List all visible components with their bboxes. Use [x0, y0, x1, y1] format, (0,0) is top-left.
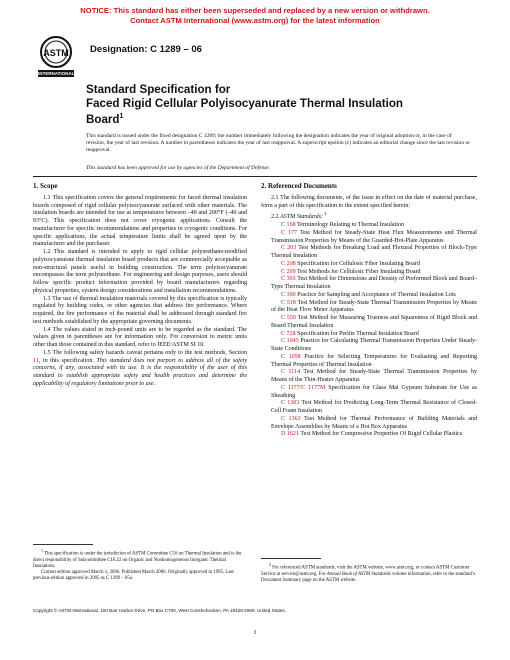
- reference-code-link[interactable]: C 1177/C 1177M: [281, 384, 326, 391]
- reference-title: Specification for Perlite Thermal Insulation Board: [297, 330, 419, 337]
- reference-code-link[interactable]: C 208: [281, 260, 296, 267]
- reference-code-link[interactable]: C 728: [281, 330, 296, 337]
- reference-code-link[interactable]: C 1303: [281, 400, 300, 407]
- astm-logo: [36, 34, 76, 80]
- title-line-3: Board: [86, 112, 120, 126]
- reference-item: [261, 230, 477, 246]
- footnote-2: $^2$ For referenced ASTM standards, visit the ASTM website, www.astm.org, or contact ASTM Customer Service at service@astm.org. For Annual Book of ASTM Standards volume information, refer to the standard’s Document Summary page on the ASTM website.: [261, 562, 476, 584]
- document-title: [86, 83, 456, 126]
- header-rule: [33, 176, 477, 177]
- reference-item: [261, 292, 477, 300]
- footnote-1: $^1$ This specification is under the jurisdiction of ASTM Committee C16 on Thermal Insulation and is the direct responsibility of Subcommittee C16.22 on Organic and Nonhomogeneous Inorganic Thermal Insulations. Current edition approved March 1, 2006. Published March 2006. Originally approved in 1995. Last previous edition approved in 2005 as C 1289 – 05a.: [33, 548, 242, 582]
- designation: Designation: C 1289 – 06: [90, 44, 202, 55]
- withdrawal-notice: [0, 6, 510, 25]
- notice-line-2: Contact ASTM International (www.astm.org) for the latest information: [130, 15, 380, 25]
- reference-title: Practice for Sampling and Acceptance of Thermal Insulation Lots: [297, 291, 456, 298]
- footnote-separator-right: [261, 558, 321, 559]
- reference-item: [261, 315, 477, 331]
- reference-title: Test Methods for Cellulosic Fiber Insulating Board: [297, 268, 421, 275]
- reference-item: [261, 261, 477, 269]
- notice-line-1: NOTICE: This standard has either been superseded and replaced by a new version or withdrawn.: [80, 6, 430, 15]
- paragraph-2-1: 2.1 The following documents, of the issue in effect on the date of material purchase, form a part of this specification to the extent specified herein:: [261, 194, 477, 209]
- reference-code-link[interactable]: C 168: [281, 222, 296, 229]
- reference-title: Test Method for Steady-State Thermal Transmission Properties by Means of the Thin-Heater Apparatus: [271, 369, 477, 384]
- section-referenced-documents-heading: 2. Referenced Documents: [261, 182, 337, 190]
- reference-code-link[interactable]: C 1058: [281, 353, 301, 360]
- reference-item: [261, 338, 477, 354]
- reference-title: Test Method for Steady-State Heat Flux Measurements and Thermal Transmission Properties by Means of the Guarded-Hot-Plate Apparatus: [271, 229, 477, 244]
- reference-code-link[interactable]: C 303: [281, 276, 296, 283]
- reference-list: [261, 222, 477, 439]
- reference-item: [261, 354, 477, 370]
- reference-title: Terminology Relating to Thermal Insulation: [297, 222, 404, 229]
- reference-code-link[interactable]: C 209: [281, 268, 296, 275]
- svg-text:ASTM: ASTM: [43, 48, 69, 58]
- reference-title: Specification for Cellulosic Fiber Insulating Board: [297, 260, 420, 267]
- copyright-footer: Copyright © ASTM International, 100 Barr Harbor Drive, PO Box C700, West Conshohocken, PA 19428-2959, United States.: [33, 608, 286, 613]
- reference-title: Test Method for Measuring Trueness and Squareness of Rigid Block and Board Thermal Insulation: [271, 315, 477, 329]
- reference-item: [261, 385, 477, 401]
- paragraph-1-3: 1.3 The use of thermal insulation materials covered by this specification is typically regulated by building codes, or other agencies that address fire performance. Where required, the fire performance of the material shall be addressed through standard fire test methods established by the appropriate governing documents.: [33, 295, 247, 325]
- reference-item: [261, 400, 477, 416]
- reference-code-link[interactable]: D 1621: [281, 431, 299, 438]
- section-11-link[interactable]: 11: [33, 357, 39, 364]
- reference-code-link[interactable]: C 1363: [281, 415, 301, 422]
- logo-text: INTERNATIONAL: [38, 70, 75, 76]
- reference-title: Test Methods for Breaking Load and Flexural Properties of Block-Type Thermal Insulation: [271, 245, 478, 260]
- reference-code-link[interactable]: C 1045: [281, 338, 299, 345]
- paragraph-1-5: 1.5 The following safety hazards caveat pertains only to the test methods, Section 11, in this specification. This standard does not purport to address all of the safety concerns, if any, associated with its use. It is the responsibility of the user of this standard to establish appropriate safety and health practices and determine the applicability of regulatory limitations prior to use.: [33, 349, 248, 387]
- title-line-1: Standard Specification for: [86, 83, 231, 96]
- reference-title: Practice for Selecting Temperatures for Evaluating and Reporting Thermal Properties of Thermal Insulation: [271, 353, 478, 368]
- title-line-2: Faced Rigid Cellular Polyisocyanurate Thermal Insulation: [86, 96, 403, 110]
- paragraph-1-4: 1.4 The values stated in inch-pound units are to be regarded as the standard. The values given in parentheses are for information only. For conversion to metric units other than those contained in this standard, refer to IEEE/ASTM SI 10.: [33, 326, 247, 348]
- dod-note: This standard has been approved for use by agencies of the Department of Defense.: [86, 165, 271, 171]
- reference-item: [261, 300, 477, 316]
- left-column: [33, 183, 247, 389]
- preamble: This standard is issued under the fixed designation C 1289; the number immediately following the designation indicates the year of original adoption or, in the case of revision, the year of last revision. A number in parentheses indicates the year of last reapproval. A superscript epsilon (ε) indicates an editorial change since the last revision or reapproval.: [86, 133, 470, 154]
- reference-item: [261, 222, 477, 230]
- reference-code-link[interactable]: C 203: [281, 245, 297, 252]
- paragraph-2-2: 2.2 ASTM Standards: $^2$: [271, 211, 327, 221]
- page-number: 1: [253, 629, 257, 636]
- section-scope-heading: 1. Scope: [33, 182, 58, 190]
- reference-code-link[interactable]: C 177: [281, 229, 298, 236]
- reference-item: [261, 245, 477, 261]
- reference-code-link[interactable]: C 518: [281, 299, 296, 306]
- footnote-separator-left: [33, 544, 93, 545]
- reference-code-link[interactable]: C 390: [281, 291, 296, 298]
- reference-title: Test Method for Dimensions and Density of Preformed Block and Board–Type Thermal Insulation: [271, 276, 477, 291]
- reference-title: Practice for Calculating Thermal Transmission Properties Under Steady-State Conditions: [271, 338, 477, 353]
- paragraph-1-1: 1.1 This specification covers the general requirements for faced thermal insulation boards composed of rigid cellular polyisocyanurate surfaced with other materials. The insulation boards are intended for use at temperatures between –40 and 200°F (–40 and 93°C). This specification does not cover cryogenic applications. Consult the manufacturer for specific recommendations and properties in cryogenic conditions. For specific applications, the actual temperature limits shall be agreed upon by the manufacturer and the purchaser.: [33, 194, 247, 248]
- reference-title: Test Method for Predicting Long-Term Thermal Resistance of Closed-Cell Foam Insulation: [271, 400, 478, 415]
- paragraph-1-2: 1.2 This standard is intended to apply to rigid cellular polyurethane-modified polyisocyanurate thermal insulation board products that are commercially acceptable as non-structural panels useful in building construction. The term polyisocyanurate encompasses the term polyurethane. For engineering and design purposes, users should follow specific product information provided by board manufacturers regarding physical properties, system design considerations and installation recommendations.: [33, 249, 247, 294]
- reference-item: [261, 416, 477, 432]
- reference-title: Test Method for Compressive Properties Of Rigid Cellular Plastics: [300, 431, 463, 438]
- title-footnote-mark: 1: [119, 113, 124, 120]
- reference-item: [261, 369, 477, 385]
- reference-item: [261, 276, 477, 292]
- reference-title: Specification for Glass Mat Gypsum Substrate for Use as Sheathing: [271, 384, 478, 399]
- reference-code-link[interactable]: C 1114: [281, 369, 301, 376]
- reference-title: Test Method for Steady-State Thermal Transmission Properties by Means of the Heat Flow Meter Apparatus: [271, 299, 478, 314]
- reference-item: [261, 431, 477, 439]
- reference-title: Test Method for Thermal Performance of Building Materials and Envelope Assemblies by Means of a Hot Box Apparatus: [271, 415, 477, 430]
- right-column: [261, 183, 477, 439]
- reference-code-link[interactable]: C 550: [281, 315, 296, 322]
